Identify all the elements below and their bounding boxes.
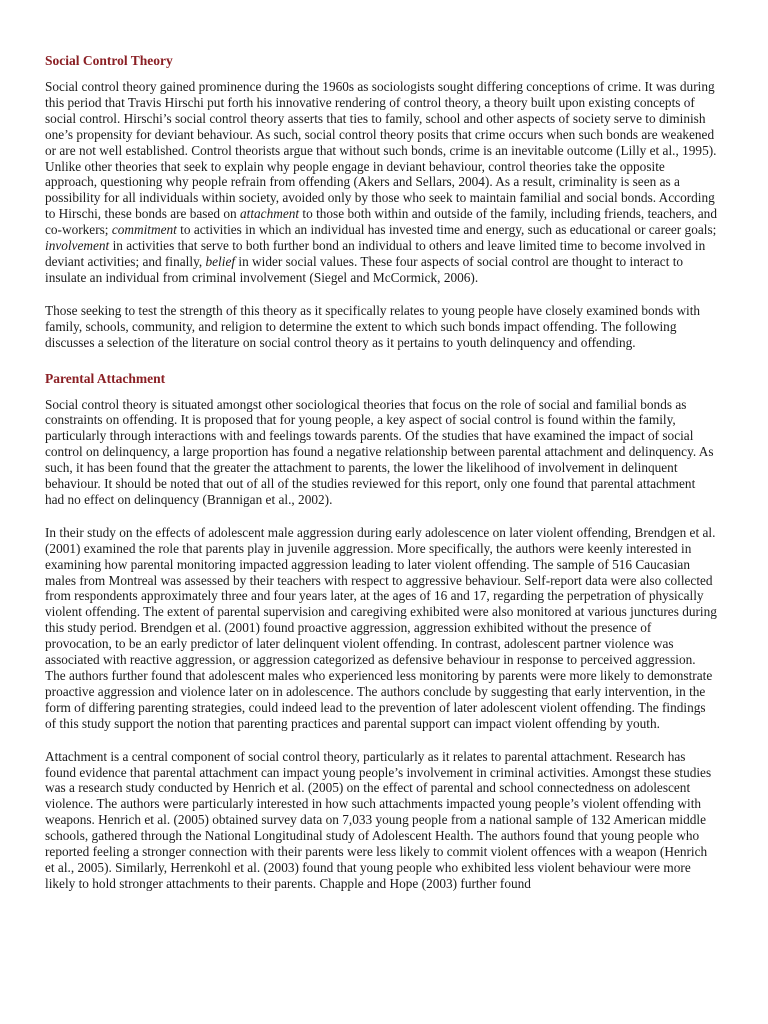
paragraph [45, 749, 717, 892]
paragraph [45, 397, 717, 508]
text-run: to activities in which an individual has invested time and energy, such as educational or career goals; [176, 222, 717, 238]
text-run: in activities that serve to both further bond an individual to others and leave limited time to become involved in deviant activities; and finally, [45, 238, 706, 269]
text-run: Social control theory is situated amongst other sociological theories that focus on the role of social and familial bonds as constraints on offending. It is proposed that for young people, a key aspect of social control is found within the family, particularly through interactions with and feelings towards parents. Of the studies that have examined the impact of social control on delinquency, a large proportion has found a negative relationship between parental attachment and delinquency. As such, it has been found that the greater the attachment to parents, the lower the likelihood of involvement in delinquent behaviour. It should be noted that out of all of the studies reviewed for this report, only one found that parental attachment had no effect on delinquency (Brannigan et al., 2002). [45, 396, 714, 507]
emphasized-term: involvement [45, 238, 110, 254]
paragraph [45, 525, 717, 732]
emphasized-term: attachment [239, 206, 300, 222]
text-run: Social control theory gained prominence during the 1960s as sociologists sought differing conceptions of crime. It was during this period that Travis Hirschi put forth his innovative rendering of control theory, a theory built upon existing concepts of social control. Hirschi’s social control theory asserts that ties to family, school and other aspects of society serve to diminish one’s propensity for deviant behaviour. As such, social control theory posits that crime occurs when such bonds are weakened or are not well established. Control theorists argue that without such bonds, crime is an inevitable outcome (Lilly et al., 1995). Unlike other theories that seek to explain why people engage in deviant behaviour, control theories take the opposite approach, questioning why people refrain from offending (Akers and Sellars, 2004). As a result, criminality is seen as a possibility for all individuals within society, avoided only by those who seek to maintain familial and social bonds. According to Hirschi, these bonds are based on [45, 79, 717, 222]
emphasized-term: belief [205, 253, 236, 269]
paragraph [45, 303, 717, 351]
text-run: Those seeking to test the strength of this theory as it specifically relates to young people have closely examined bonds with family, schools, community, and religion to determine the extent to which such bonds impact offending. The following discusses a selection of the literature on social control theory as it pertains to youth delinquency and offending. [45, 302, 701, 350]
text-run: In their study on the effects of adolescent male aggression during early adolescence on later violent offending, Brendgen et al. (2001) examined the role that parents play in juvenile aggression. More specifically, the authors were keenly interested in examining how parental monitoring impacted aggression leading to later violent offending. The sample of 516 Caucasian males from Montreal was assessed by their teachers with respect to aggressive behaviour. Self-report data were also collected from respondents approximately three and four years later, at the ages of 16 and 17, regarding the perpetration of physically violent offending. The extent of parental supervision and caregiving exhibited were also monitored at various junctures during this study period. Brendgen et al. (2001) found proactive aggression, aggression exhibited without the presence of provocation, to be an early predictor of later delinquent violent offending. In contrast, adolescent partner violence was associated with reactive aggression, or aggression categorized as defensive behaviour in response to perceived aggression. The authors further found that adolescent males who experienced less monitoring by parents were more likely to demonstrate proactive aggression and violence later on in adolescence. The authors conclude by suggesting that early intervention, in the form of differing parenting strategies, could indeed lead to the prevention of later adolescent violent offending. The findings of this study support the notion that parenting practices and parental support can impact violent offending by youth. [45, 524, 717, 731]
section-heading-parental-attachment: Parental Attachment [45, 370, 166, 386]
section-heading-social-control-theory: Social Control Theory [45, 53, 173, 68]
emphasized-term: commitment [111, 222, 177, 238]
text-run: in wider social values. These four aspects of social control are thought to interact to insulate an individual from criminal involvement (Siegel and McCormick, 2006). [45, 253, 684, 285]
text-run: to those both within and outside of the family, including friends, teachers, and co-workers; [45, 206, 717, 238]
text-run: Attachment is a central component of social control theory, particularly as it relates to parental attachment. Research has found evidence that parental attachment can impact young people’s involvement in criminal activities. Amongst these studies was a research study conducted by Henrich et al. (2005) on the effect of parental and school connectedness on adolescent violence. The authors were particularly interested in how such attachments impacted young people’s violent offending with weapons. Henrich et al. (2005) obtained survey data on 7,033 young people from a national sample of 132 American middle schools, gathered through the National Longitudinal study of Adolescent Health. The authors found that young people who reported feeling a stronger connection with their parents were less likely to commit violent offences with a weapon (Henrich et al., 2005). Similarly, Herrenkohl et al. (2003) found that young people who exhibited less violent behaviour were more likely to hold stronger attachments to their parents. Chapple and Hope (2003) further found [45, 748, 712, 891]
document-page [45, 52, 717, 909]
paragraph [45, 79, 717, 286]
